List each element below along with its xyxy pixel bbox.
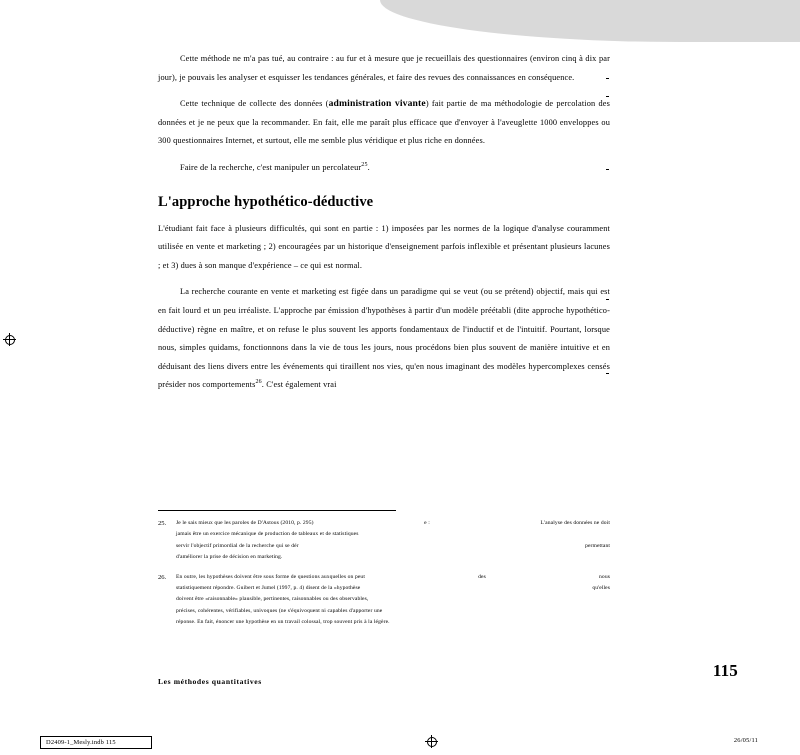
footnote-number: 26. [158,573,167,581]
footnote-reference-26: 26 [255,379,262,386]
edge-tick [606,299,609,300]
footnote-fragment: permettant [585,542,610,549]
footnote-number: 25. [158,520,167,527]
section-paragraph-1: L'étudiant fait face à plusieurs difficultés, qui sont en partie : 1) imposées par les normes de la logique d'analyse couramment utilisée en vente et marketing ; 2) encouragées par un historique d'enseignement parfois inflexible et présentant plusieurs lacunes ; et 3) dues à son manque d'expérience – ce qui est normal. [158,223,610,270]
registration-target-icon [425,735,438,748]
section-paragraph-2-tail: . C'est également vrai [261,380,337,390]
footnote-line: réponse. En fait, énoncer une hypothèse en un travail colossal, trop souvent pris à la légère. [176,619,390,626]
footnote-reference-25: 25 [361,162,368,169]
paragraph-spacer [158,87,610,95]
edge-tick [606,373,609,374]
footnote-25 [158,518,610,564]
footnote-line: d'améliorer la prise de décision en marketing. [176,554,283,561]
edge-tick [606,96,609,97]
footnote-separator-rule [158,510,396,511]
footnote-text [176,518,610,564]
footnote-line: Je le sais mieux que les paroles de D'Astous (2010, p. 295) [176,520,314,526]
section-paragraph-2-text: La recherche courante en vente et marketing est figée dans un paradigme qui se veut (ou se prétend) objectif, mais qui est en fait lourd et un peu irréaliste. L'approche par émission d'hypothèses à partir d'un modèle préétabli (dite approche hypothético-déductive) règne en maître, et on refuse le plus souvent les apports fondamentaux de l'inductif et de l'intuitif. Pourtant, lorsque nous, simples quidams, fonctionnons dans la vie de tous les jours, nous procédons bien plus souvent de manière intuitive et en déduisant des liens divers entre les événements qui tiraillent nos vies, qu'en nous imaginant des modèles hypercomplexes censés présider nos comportements [158,287,610,390]
footnote-fragment: e : [424,520,430,526]
section-paragraph-2 [158,283,610,395]
paragraph-1: Cette méthode ne m'a pas tué, au contraire : au fur et à mesure que je recueillais des questionnaires (environ cinq à dix par jour), je pouvais les analyser et esquisser les tendances générales, et faire des revues des connaissances en conséquence. [158,54,610,82]
footnote-fragment: qu'elles [592,585,610,592]
footnote-line: statistiquement répondre. Guibert et Jumel (1997, p. 4) disent de la «hypothèse [176,585,361,592]
footnotes-block [158,518,610,637]
registration-target-icon [3,333,16,346]
footnote-fragment: des [478,573,486,580]
paragraph-2-emphasis: administration vivante [328,98,426,110]
page-number: 115 [712,661,738,680]
footnote-line: précises, cohérentes, vérifiables, univoques (ne s'équivoquent ni capables d'apporter une [176,607,383,614]
paragraph-2-lead: Cette technique de collecte des données ( [180,99,329,109]
paragraph-2-tail: ) fait partie de ma méthodologie de percolation des données et je ne peux que la recommander. En fait, elle me paraît plus efficace que d'envoyer à l'aveuglette 1000 enveloppes ou 300 questionnaires Internet, et surtout, elle me semble plus véridique et plus riche en données. [158,99,610,146]
paragraph-3-text: Faire de la recherche, c'est manipuler un percolateur [180,162,362,172]
footnote-fragment: nous [599,573,610,580]
footnote-text [176,572,610,629]
heading-spacer-bottom [158,212,610,220]
footnote-fragment: L'analyse des données ne doit [540,520,610,526]
paragraph-3: Faire de la recherche, c'est manipuler un percolateur$^{25}$. [180,162,370,172]
registration-ring [427,737,437,747]
paragraph-2 [158,95,610,151]
footnote-line: En outre, les hypothèses doivent être sous forme de questions auxquelles on peut [176,573,365,580]
footnote-line: doivent être «raisonnable» plausible, pertinentes, raisonnables ou des observables, [176,596,369,603]
footnote-26 [158,572,610,629]
edge-tick [606,78,609,79]
running-head: Les méthodes quantitatives [158,677,262,686]
paragraph-spacer [158,275,610,283]
document-text-block [158,50,610,395]
imposition-slug: D2409-1_Mesly.indb 115 [40,736,152,749]
registration-ring [5,335,15,345]
footnote-line: servir l'objectif primordial de la recherche qui se dér [176,542,299,549]
heading-spacer [158,178,610,192]
imposition-slug-date: 26/05/11 [733,737,758,744]
edge-tick [606,169,609,170]
section-heading: L'approche hypothético-déductive [158,193,374,210]
paragraph-spacer [158,151,610,159]
page-corner-shade [380,0,800,42]
footnote-line: jamais être un exercice mécanique de production de tableaux et de statistiques [176,531,359,538]
